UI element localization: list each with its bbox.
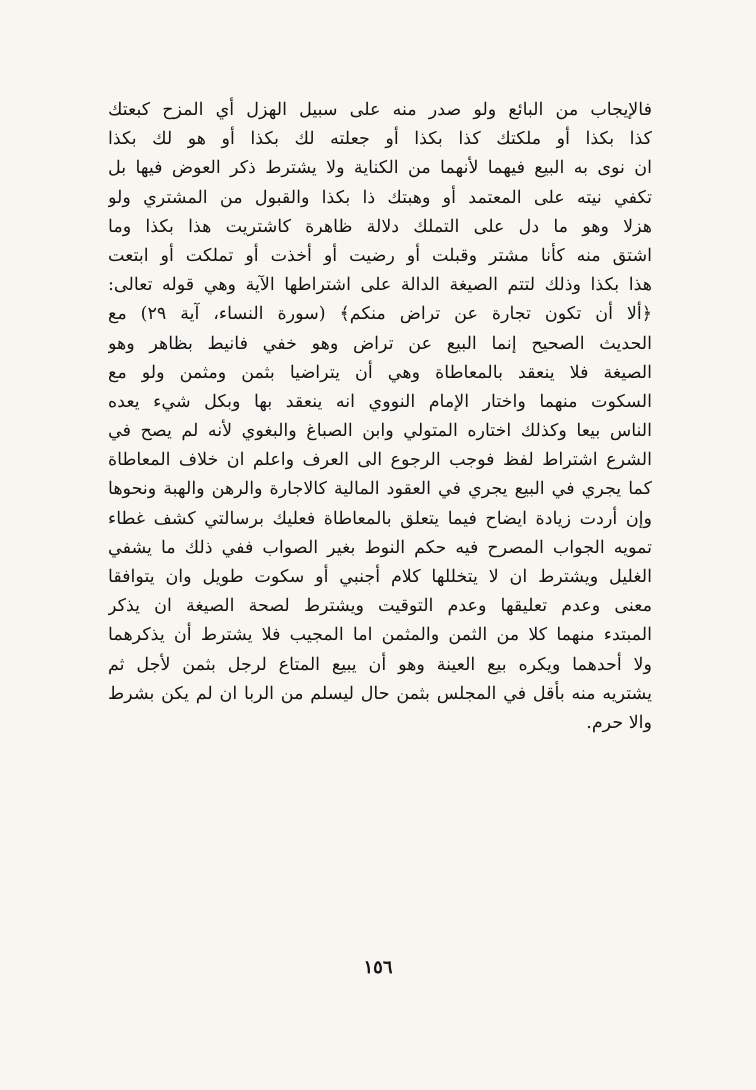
text-line: السكوت منهما واختار الإمام النووي انه ينعقد بها وبكل شيء يعده [108,391,652,412]
text-line: اشتق منه كأنا مشتر وقبلت أو رضيت أو أخذت أو تملكت أو ابتعت [108,245,652,266]
text-line: هذا بكذا وذلك لتتم الصيغة الدالة على اشتراطها الآية وهي قوله تعالى: [108,275,652,296]
text-line: الناس بيعا وكذلك اختاره المتولي وابن الصباغ والبغوي لأنه لم يصح في [108,421,652,442]
text-line: وإن أردت زيادة ايضاح فيما يتعلق بالمعاطاة فعليك برسالتي كشف غطاء [108,508,652,529]
text-line: ان نوى به البيع فيهما لأنهما من الكناية ولا يشترط ذكر العوض فيها بل [108,158,652,179]
text-line: المبتدء منهما كلا من الثمن والمثمن اما المجيب فلا يشترط أن يذكرهما [108,625,652,646]
text-line: هزلا وهو ما دل على التملك دلالة ظاهرة كاشتريت هذا بكذا وما [108,216,652,237]
text-line: كما يجري في البيع يجري في العقود المالية كالاجارة والرهن والهبة ونحوها [108,479,652,500]
body-text [108,96,652,738]
text-line: الصيغة فلا ينعقد بالمعاطاة وهي أن يتراضيا بثمن ومثمن ولو مع [108,362,652,383]
text-line: ولا أحدهما ويكره بيع العينة وهو أن يبيع المتاع لرجل بثمن لأجل ثم [108,654,652,675]
text-line: فالإيجاب من البائع ولو صدر منه على سبيل الهزل أي المزح كبعتك [108,100,652,120]
text-line: الحديث الصحيح إنما البيع عن تراض وهو خفي فانيط بظاهر وهو [108,333,652,354]
text-line: الشرع اشتراط لفظ فوجب الرجوع الى العرف واعلم ان خلاف المعاطاة [108,450,652,471]
text-line: معنى وعدم تعليقها وعدم التوقيت ويشترط لصحة الصيغة ان يذكر [108,596,652,617]
text-line: تمويه الجواب المصرح فيه حكم النوط بغير الصواب ففي ذلك ما يشفي [108,537,652,558]
text-line: كذا بكذا أو ملكتك كذا بكذا أو جعلته لك بكذا أو هو لك بكذا [108,129,652,150]
text-line: تكفي نيته على المعتمد أو وهبتك ذا بكذا والقبول من المشتري ولو [108,187,652,208]
text-line: ﴿ألا أن تكون تجارة عن تراض منكم﴾ (سورة النساء، آية ٢٩) مع [108,304,652,325]
text-line: الغليل ويشترط ان لا يتخللها كلام أجنبي أو سكوت طويل وان يتوافقا [108,567,652,587]
text-line-final: والا حرم. [586,712,652,733]
page-number: ١٥٦ [363,957,393,978]
text-line: يشتريه منه بأقل في المجلس بثمن حال ليسلم من الربا ان لم يكن بشرط [108,683,652,704]
